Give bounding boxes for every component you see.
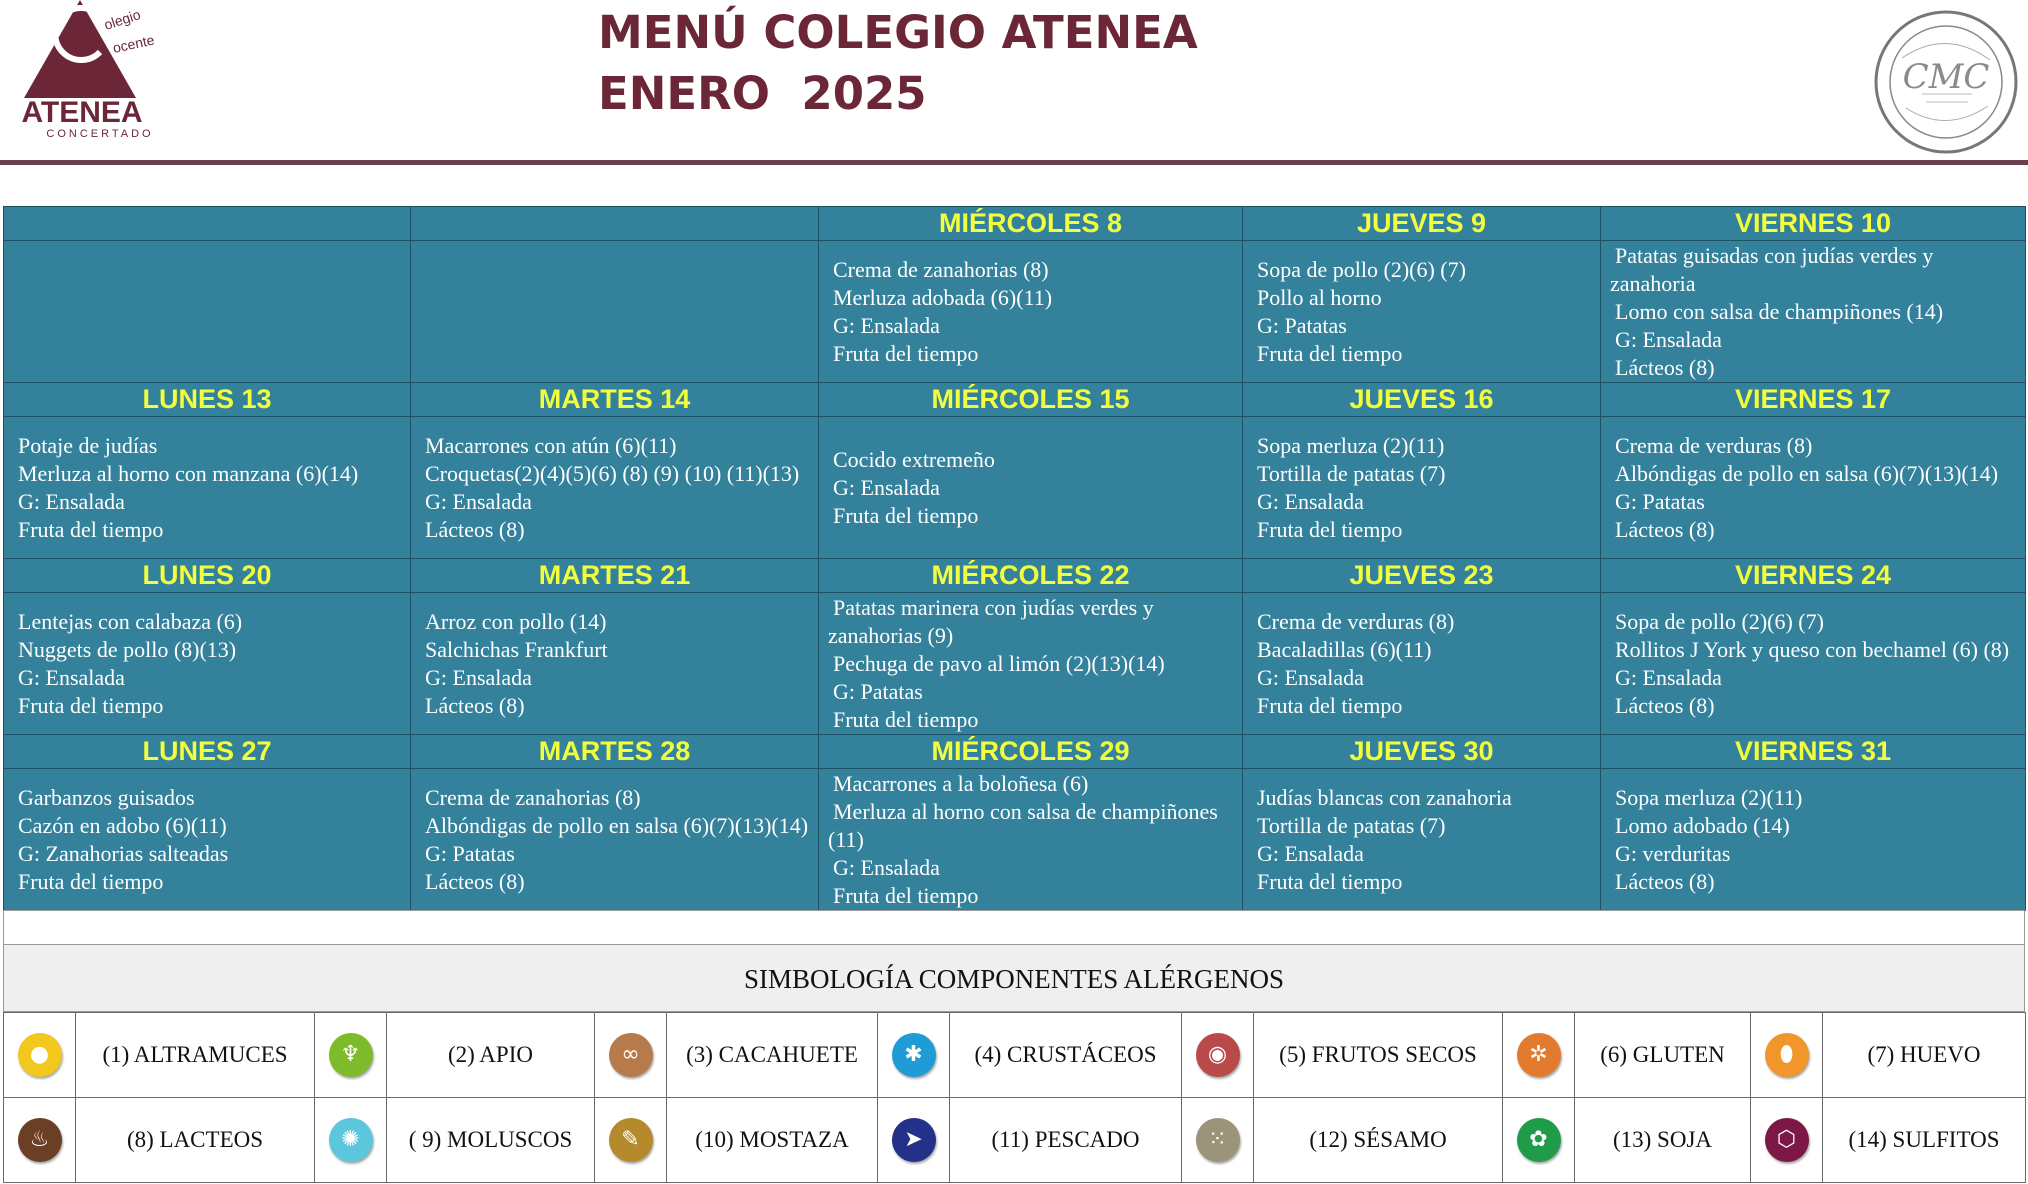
dish-line: Sopa merluza (2)(11)	[1257, 432, 1445, 458]
dish-line: Fruta del tiempo	[18, 692, 164, 718]
dish-line: Crema de zanahorias (8)	[833, 256, 1049, 282]
dish-line: Cazón en adobo (6)(11)	[18, 812, 227, 838]
day-label: MIÉRCOLES 29	[819, 735, 1243, 769]
day-label: MIÉRCOLES 22	[819, 559, 1243, 593]
dish-line: Macarrones a la boloñesa (6)	[833, 770, 1089, 796]
title-line-2: ENERO 2025	[598, 67, 927, 120]
dish-line: Pollo al horno	[1257, 284, 1382, 310]
allergen-label: (3) CACAHUETE	[667, 1013, 878, 1098]
stamp-initials: CMC	[1902, 57, 1990, 97]
dish-line: Fruta del tiempo	[833, 882, 979, 908]
day-menu-cell	[819, 417, 1243, 559]
allergen-icon-cell	[4, 1013, 76, 1098]
logo-sub: CONCERTADO	[46, 128, 154, 140]
day-menu-cell	[1601, 417, 2026, 559]
allergen-label: (11) PESCADO	[950, 1098, 1182, 1183]
icon-glyph: ✱	[904, 1042, 923, 1067]
dish-line: Fruta del tiempo	[833, 502, 979, 528]
dish-line: G: Ensalada	[833, 854, 940, 880]
day-menu-cell	[819, 769, 1243, 911]
dish-line: Rollitos J York y queso con bechamel (6) (8)	[1615, 636, 2010, 662]
tree-nut-icon	[1196, 1033, 1240, 1077]
dish-line: Lácteos (8)	[1615, 868, 1715, 894]
dish-line: G: Ensalada	[1257, 488, 1364, 514]
dish-line: Fruta del tiempo	[1257, 692, 1403, 718]
mustard-icon	[609, 1118, 653, 1162]
allergen-label: (2) APIO	[387, 1013, 595, 1098]
school-logo	[14, 0, 184, 140]
day-label	[411, 207, 819, 241]
allergen-row	[4, 1013, 2026, 1098]
week-header-row	[4, 207, 2026, 241]
allergen-label: (10) MOSTAZA	[667, 1098, 878, 1183]
dish-line: Salchichas Frankfurt	[425, 636, 608, 662]
dish-line: Sopa de pollo (2)(6) (7)	[1257, 256, 1466, 282]
dish-line: Lácteos (8)	[1615, 516, 1715, 542]
day-menu-cell	[1243, 593, 1601, 735]
header	[0, 0, 2028, 170]
day-label: VIERNES 31	[1601, 735, 2026, 769]
allergen-icon-cell	[315, 1098, 387, 1183]
dish-line: Potaje de judías	[18, 432, 158, 458]
peanut-icon	[609, 1033, 653, 1077]
day-menu-cell	[1243, 241, 1601, 383]
dish-line: G: Patatas	[1257, 312, 1347, 338]
icon-glyph: ✺	[341, 1127, 360, 1152]
day-label: LUNES 13	[4, 383, 411, 417]
allergen-label: (7) HUEVO	[1823, 1013, 2026, 1098]
day-menu-cell	[1243, 769, 1601, 911]
dish-line: Fruta del tiempo	[1257, 340, 1403, 366]
week-header-row	[4, 735, 2026, 769]
dish-line: Merluza al horno con salsa de champiñones (11)	[828, 798, 1218, 852]
allergen-icon-cell	[878, 1013, 950, 1098]
allergen-icon-cell	[4, 1098, 76, 1183]
day-label: MARTES 14	[411, 383, 819, 417]
day-menu-cell	[411, 417, 819, 559]
dish-line: Tortilla de patatas (7)	[1257, 812, 1446, 838]
dish-line: Fruta del tiempo	[18, 868, 164, 894]
dish-line: Merluza adobada (6)(11)	[833, 284, 1053, 310]
allergen-label: (13) SOJA	[1575, 1098, 1751, 1183]
dish-line: Tortilla de patatas (7)	[1257, 460, 1446, 486]
sesame-icon	[1196, 1118, 1240, 1162]
allergen-icon-cell	[1182, 1013, 1254, 1098]
dish-line: Merluza al horno con manzana (6)(14)	[18, 460, 359, 486]
crustacean-icon	[892, 1033, 936, 1077]
allergen-icon-cell	[595, 1098, 667, 1183]
day-menu-cell	[819, 593, 1243, 735]
day-label: JUEVES 16	[1243, 383, 1601, 417]
dish-line: Pechuga de pavo al limón (2)(13)(14)	[833, 650, 1165, 676]
dish-line: Albóndigas de pollo en salsa (6)(7)(13)(14)	[425, 812, 809, 838]
dish-line: Fruta del tiempo	[1257, 516, 1403, 542]
day-label: JUEVES 23	[1243, 559, 1601, 593]
week-header-row	[4, 559, 2026, 593]
icon-glyph: ✎	[621, 1127, 640, 1152]
icon-glyph: ⁙	[1208, 1127, 1227, 1152]
logo-arc-1: olegio	[101, 6, 143, 33]
mollusc-icon	[329, 1118, 373, 1162]
allergen-label: (14) SULFITOS	[1823, 1098, 2026, 1183]
dish-line: Patatas marinera con judías verdes y zanahorias (9)	[828, 594, 1154, 648]
dish-line: Lomo con salsa de champiñones (14)	[1615, 298, 1944, 324]
dish-line: G: Ensalada	[1257, 840, 1364, 866]
allergens-title: SIMBOLOGÍA COMPONENTES ALÉRGENOS	[3, 944, 2025, 1012]
dish-line: Fruta del tiempo	[833, 706, 979, 732]
day-label: MIÉRCOLES 8	[819, 207, 1243, 241]
dish-line: Nuggets de pollo (8)(13)	[18, 636, 237, 662]
day-menu-cell	[4, 769, 411, 911]
day-label: LUNES 20	[4, 559, 411, 593]
allergen-icon-cell	[1503, 1098, 1575, 1183]
icon-glyph: ●	[29, 1042, 50, 1067]
allergen-icon-cell	[1503, 1013, 1575, 1098]
day-label: LUNES 27	[4, 735, 411, 769]
allergen-icon-cell	[1182, 1098, 1254, 1183]
day-menu-cell	[1601, 769, 2026, 911]
day-label: JUEVES 9	[1243, 207, 1601, 241]
dish-line: G: Zanahorias salteadas	[18, 840, 229, 866]
allergen-label: (5) FRUTOS SECOS	[1254, 1013, 1503, 1098]
title-line-1: MENÚ COLEGIO ATENEA	[598, 6, 1198, 59]
milk-icon	[18, 1118, 62, 1162]
allergen-label: (4) CRUSTÁCEOS	[950, 1013, 1182, 1098]
soy-icon	[1517, 1118, 1561, 1162]
icon-glyph: ♨	[29, 1127, 50, 1152]
dish-line: Macarrones con atún (6)(11)	[425, 432, 677, 458]
icon-glyph: ⬮	[1779, 1042, 1794, 1067]
day-label	[4, 207, 411, 241]
day-menu-cell	[411, 593, 819, 735]
egg-icon	[1765, 1033, 1809, 1077]
day-menu-cell	[4, 241, 411, 383]
icon-glyph: ⬡	[1776, 1127, 1797, 1152]
allergen-label: ( 9) MOLUSCOS	[387, 1098, 595, 1183]
day-menu-cell	[819, 241, 1243, 383]
allergen-icon-cell	[878, 1098, 950, 1183]
icon-glyph: ∞	[621, 1042, 640, 1067]
day-menu-cell	[1243, 417, 1601, 559]
day-menu-cell	[1601, 241, 2026, 383]
dish-line: Crema de zanahorias (8)	[425, 784, 641, 810]
allergens-table	[3, 1012, 2026, 1183]
fish-icon	[892, 1118, 936, 1162]
dish-line: Lomo adobado (14)	[1615, 812, 1790, 838]
dish-line: G: Ensalada	[1615, 664, 1722, 690]
dish-line: Lácteos (8)	[425, 692, 525, 718]
allergen-icon-cell	[315, 1013, 387, 1098]
dish-line: Crema de verduras (8)	[1257, 608, 1455, 634]
dish-line: Lácteos (8)	[425, 516, 525, 542]
dish-line: Lácteos (8)	[1615, 692, 1715, 718]
week-dishes-row	[4, 241, 2026, 383]
dish-line: Croquetas(2)(4)(5)(6) (8) (9) (10) (11)(13)	[425, 460, 800, 486]
week-dishes-row	[4, 769, 2026, 911]
allergen-icon-cell	[1751, 1098, 1823, 1183]
dish-line: Crema de verduras (8)	[1615, 432, 1813, 458]
dish-line: G: Patatas	[425, 840, 515, 866]
day-menu-cell	[4, 593, 411, 735]
dish-line: G: Ensalada	[18, 664, 125, 690]
gluten-icon	[1517, 1033, 1561, 1077]
dish-line: G: Ensalada	[425, 664, 532, 690]
page-title	[598, 2, 1198, 124]
day-menu-cell	[411, 241, 819, 383]
dish-line: Patatas guisadas con judías verdes y zanahoria	[1610, 242, 1934, 296]
dish-line: Fruta del tiempo	[1257, 868, 1403, 894]
celery-icon	[329, 1033, 373, 1077]
dish-line: Fruta del tiempo	[833, 340, 979, 366]
day-label: MARTES 21	[411, 559, 819, 593]
icon-glyph: ◉	[1207, 1042, 1228, 1067]
dish-line: G: Patatas	[1615, 488, 1705, 514]
day-menu-cell	[411, 769, 819, 911]
day-label: VIERNES 17	[1601, 383, 2026, 417]
lupin-icon	[18, 1033, 62, 1077]
icon-glyph: ➤	[904, 1127, 923, 1152]
day-label: VIERNES 10	[1601, 207, 2026, 241]
sulphite-icon	[1765, 1118, 1809, 1162]
dish-line: G: Ensalada	[833, 474, 940, 500]
week-header-row	[4, 383, 2026, 417]
dish-line: Garbanzos guisados	[18, 784, 195, 810]
dish-line: G: Ensalada	[833, 312, 940, 338]
allergen-label: (12) SÉSAMO	[1254, 1098, 1503, 1183]
allergen-row	[4, 1098, 2026, 1183]
allergen-icon-cell	[595, 1013, 667, 1098]
day-label: JUEVES 30	[1243, 735, 1601, 769]
dish-line: G: verduritas	[1615, 840, 1731, 866]
allergen-icon-cell	[1751, 1013, 1823, 1098]
menu-table	[3, 206, 2026, 911]
dish-line: Lácteos (8)	[1615, 354, 1715, 380]
allergen-label: (1) ALTRAMUCES	[76, 1013, 315, 1098]
day-menu-cell	[4, 417, 411, 559]
dish-line: Bacaladillas (6)(11)	[1257, 636, 1432, 662]
header-rule	[0, 160, 2028, 165]
day-menu-cell	[1601, 593, 2026, 735]
icon-glyph: ♆	[340, 1042, 361, 1067]
dish-line: Lácteos (8)	[425, 868, 525, 894]
dish-line: Sopa merluza (2)(11)	[1615, 784, 1803, 810]
week-dishes-row	[4, 417, 2026, 559]
allergen-label: (6) GLUTEN	[1575, 1013, 1751, 1098]
dish-line: G: Ensalada	[1615, 326, 1722, 352]
dish-line: G: Ensalada	[425, 488, 532, 514]
day-label: MIÉRCOLES 15	[819, 383, 1243, 417]
dish-line: Cocido extremeño	[833, 446, 995, 472]
week-dishes-row	[4, 593, 2026, 735]
table-spacer	[3, 910, 2025, 944]
dish-line: Judías blancas con zanahoria	[1257, 784, 1512, 810]
dish-line: Fruta del tiempo	[18, 516, 164, 542]
dish-line: G: Ensalada	[18, 488, 125, 514]
allergen-label: (8) LACTEOS	[76, 1098, 315, 1183]
icon-glyph: ✿	[1529, 1127, 1548, 1152]
dish-line: Albóndigas de pollo en salsa (6)(7)(13)(14)	[1615, 460, 1999, 486]
logo-arc-2: ocente	[111, 31, 156, 56]
catering-stamp	[1872, 8, 2020, 156]
dish-line: G: Ensalada	[1257, 664, 1364, 690]
day-label: VIERNES 24	[1601, 559, 2026, 593]
day-label: MARTES 28	[411, 735, 819, 769]
dish-line: G: Patatas	[833, 678, 923, 704]
dish-line: Lentejas con calabaza (6)	[18, 608, 243, 634]
icon-glyph: ✲	[1529, 1042, 1548, 1067]
logo-text: ATENEA	[21, 96, 143, 129]
dish-line: Arroz con pollo (14)	[425, 608, 607, 634]
dish-line: Sopa de pollo (2)(6) (7)	[1615, 608, 1824, 634]
